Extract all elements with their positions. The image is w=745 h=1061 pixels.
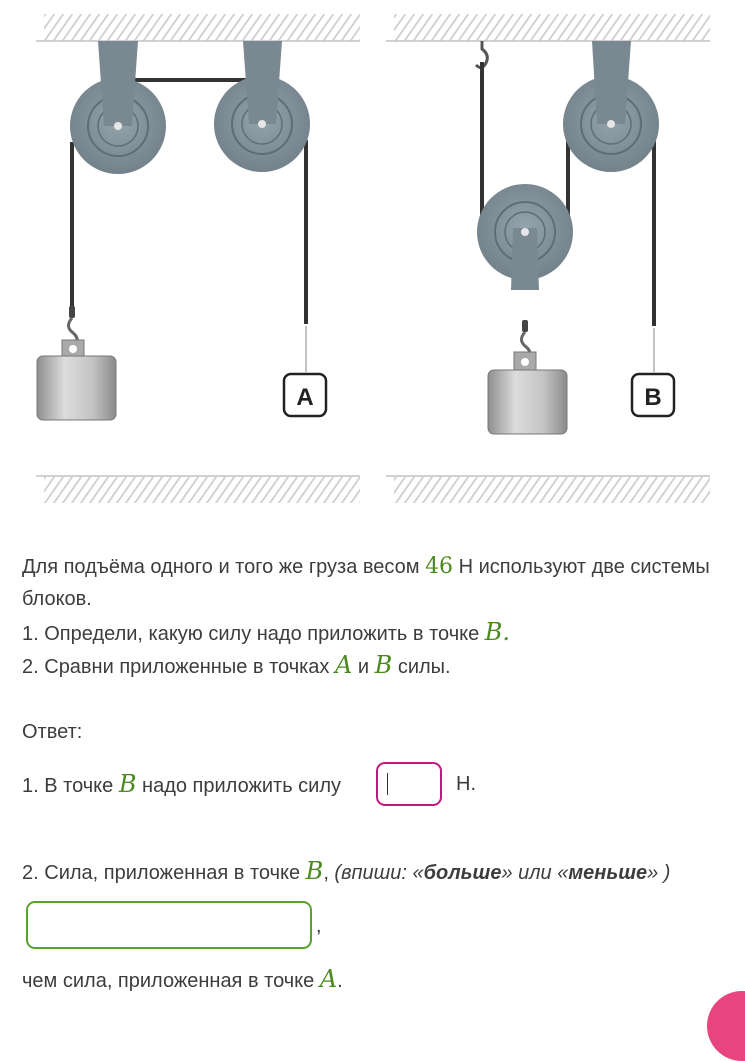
period: . [337, 970, 343, 992]
problem-line-1 [22, 550, 710, 584]
answer-text: чем сила, приложенная в точке [22, 970, 320, 992]
weight-right [488, 352, 567, 434]
comparison-answer-input[interactable] [26, 901, 312, 949]
question-text: Определи, какую силу надо приложить в точке [38, 623, 485, 645]
hint-text: (впиши: « [328, 862, 424, 884]
left-pulley-system [37, 41, 326, 420]
answer-number: 2. [22, 862, 39, 884]
answer-text: В точке [38, 775, 119, 797]
fixed-pulley-left-2 [214, 41, 310, 172]
question-number: 2. [22, 656, 39, 678]
weight-left [37, 340, 116, 420]
variable-b: B [374, 651, 393, 679]
answer-1-line [22, 768, 341, 803]
text-caret [387, 773, 388, 795]
point-b-label [632, 374, 674, 416]
point-a-label [284, 374, 326, 416]
question-text: Сравни приложенные в точках [38, 656, 335, 678]
answer-number: 1. [22, 775, 39, 797]
movable-pulley [477, 184, 573, 290]
fixed-pulley-right [563, 41, 659, 172]
pulley-systems-figure [0, 0, 745, 520]
hint-text: » или « [501, 862, 569, 884]
problem-text-end: блоков. [22, 588, 92, 610]
conjunction: и [352, 656, 375, 678]
comma-after-input: , [316, 915, 322, 937]
svg-text:A: A [296, 384, 314, 411]
problem-text: Для подъёма одного и того же груза весом [22, 556, 426, 578]
floor-right [386, 476, 710, 503]
answer-2-line [22, 855, 670, 890]
question-1 [22, 616, 510, 651]
question-text-end: силы. [392, 656, 451, 678]
hint-option-less: меньше [568, 862, 648, 884]
answer-heading: Ответ: [22, 721, 83, 743]
right-pulley-system [476, 41, 674, 434]
unit-label: Н. [456, 773, 476, 795]
answer-text: Сила, приложенная в точке [38, 862, 306, 884]
ceiling-left [36, 14, 360, 41]
weight-value: 46 [425, 554, 454, 579]
problem-text-cont: Н используют две системы [453, 556, 710, 578]
variable-b: B. [484, 618, 511, 646]
question-2 [22, 649, 451, 684]
fixed-pulley-left-1 [70, 41, 166, 174]
ceiling-right [386, 14, 710, 41]
hint-option-more: больше [423, 862, 502, 884]
question-number: 1. [22, 623, 39, 645]
svg-text:B: B [644, 384, 662, 411]
variable-a: A [319, 965, 338, 993]
variable-b: B [118, 770, 137, 798]
answer-text-cont: надо приложить силу [136, 775, 342, 797]
floor-left [36, 476, 360, 503]
answer-3-line [22, 963, 343, 998]
force-answer-input[interactable] [376, 762, 442, 806]
comma: , [323, 862, 329, 884]
problem-line-2 [22, 583, 92, 616]
variable-a: A [335, 651, 353, 679]
floating-action-button[interactable] [707, 991, 745, 1061]
variable-b: B [305, 857, 324, 885]
hint-text: » ) [647, 862, 671, 884]
